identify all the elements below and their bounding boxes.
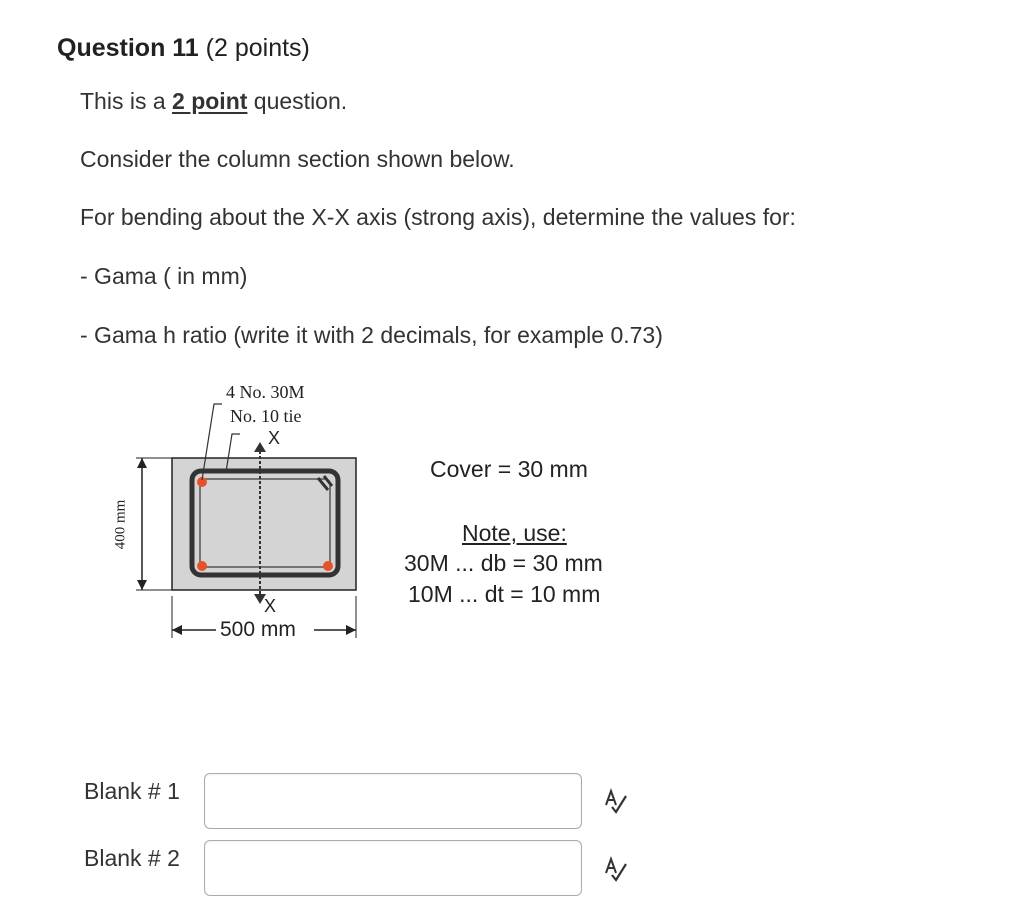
note-line-2: 10M ... dt = 10 mm: [408, 581, 601, 607]
tie-inner: [200, 479, 330, 567]
note-line-1: 30M ... db = 30 mm: [404, 550, 603, 576]
axis-label-top: X: [268, 428, 281, 448]
blank-2-label: Blank # 2: [84, 845, 180, 871]
question-number: Question 11: [57, 34, 199, 62]
intro-suffix: question.: [247, 88, 348, 114]
intro-prefix: This is a: [80, 88, 173, 114]
height-arrow-top: [137, 458, 147, 468]
width-arrow-right: [346, 625, 356, 635]
tie-label: No. 10 tie: [230, 406, 302, 426]
spell-check-icon[interactable]: [600, 854, 630, 884]
axis-arrow-up: [254, 442, 266, 452]
question-points: (2 points): [205, 34, 310, 62]
blank-2-input[interactable]: [204, 840, 582, 896]
column-section-figure: [100, 376, 660, 646]
rebar-bottom-left: [197, 561, 207, 571]
width-dimension-label: 500 mm: [220, 618, 296, 641]
question-title: [57, 34, 310, 63]
prompt-line-2: Consider the column section shown below.: [80, 146, 515, 172]
prompt-line-4: - Gama ( in mm): [80, 263, 248, 289]
blank-1-label: Blank # 1: [84, 778, 180, 804]
cover-label: Cover = 30 mm: [430, 456, 588, 482]
intro-emphasis: 2 point: [172, 88, 248, 114]
height-dimension-label: 400 mm: [112, 499, 129, 550]
prompt-line-3: For bending about the X-X axis (strong axis), determine the values for:: [80, 204, 796, 230]
intro-line: [80, 88, 347, 115]
axis-label-bottom: X: [264, 596, 277, 616]
width-arrow-left: [172, 625, 182, 635]
blank-1-input[interactable]: [204, 773, 582, 829]
height-arrow-bottom: [137, 580, 147, 590]
prompt-line-5: - Gama h ratio (write it with 2 decimals, for example 0.73): [80, 322, 663, 348]
rebar-bottom-right: [323, 561, 333, 571]
note-title: Note, use:: [462, 520, 567, 546]
spell-check-icon[interactable]: [600, 786, 630, 816]
rebar-label: 4 No. 30M: [226, 382, 305, 402]
